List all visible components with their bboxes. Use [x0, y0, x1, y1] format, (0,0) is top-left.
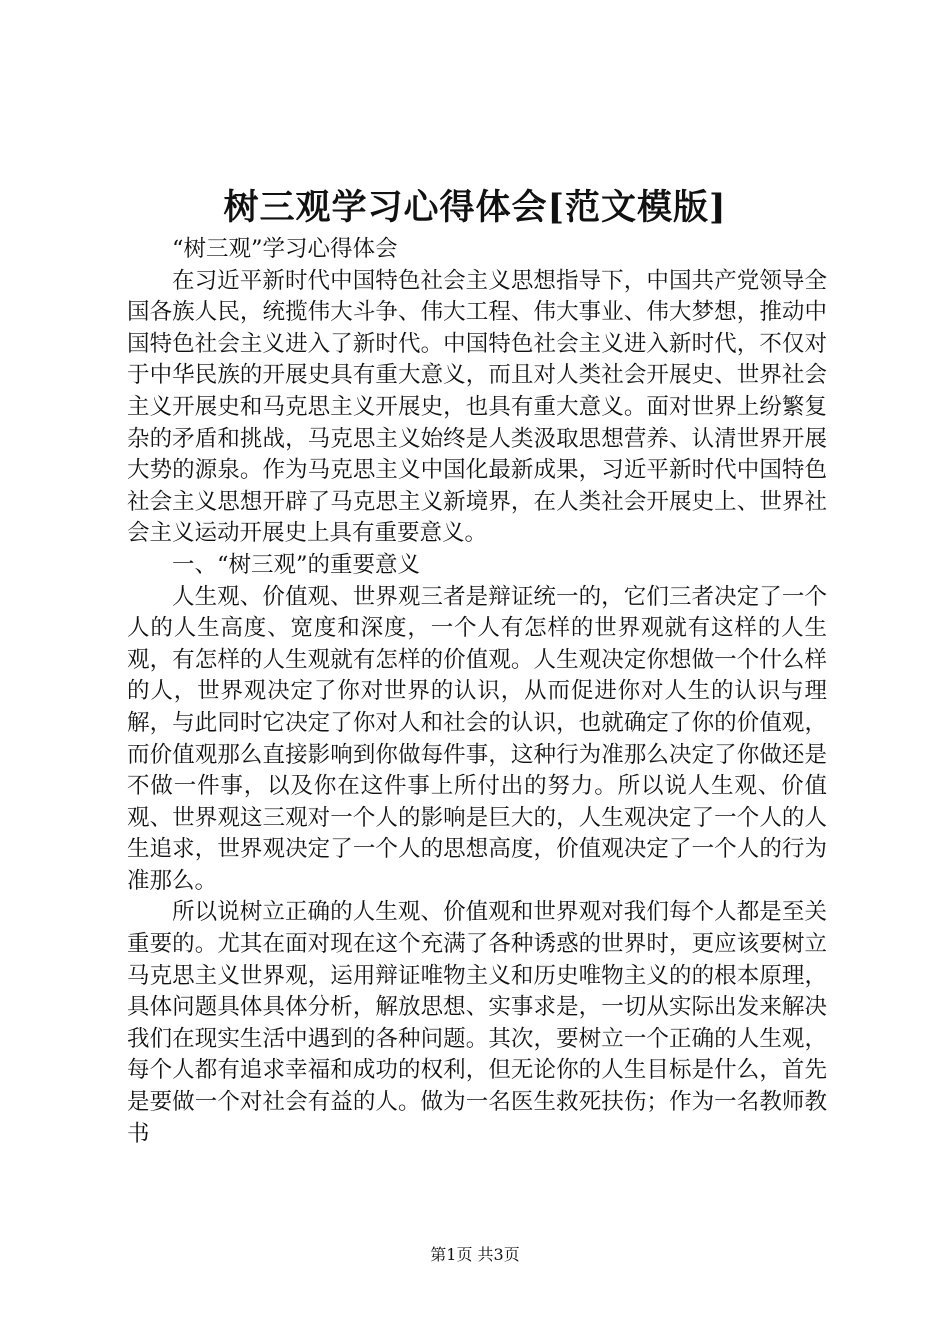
- subtitle-paragraph: “树三观”学习心得体会: [172, 236, 398, 262]
- body-paragraph: 人生观、价值观、世界观三者是辩证统一的，它们三者决定了一个人的人生高度、宽度和深度，一个人有怎样的世界观就有这样的人生观，有怎样的人生观就有怎样的价值观。人生观决定你想做一个什么样的人，世界观决定了你对世界的认识，从而促进你对人生的认识与理解，与此同时它决定了你对人和社会的认识，也就确定了你的价值观，而价值观那么直接影响到你做每件事，这种行为准那么决定了你做还是不做一件事，以及你在这件事上所付出的努力。所以说人生观、价值观、世界观这三观对一个人的影响是巨大的，人生观决定了一个人的人生追求，世界观决定了一个人的思想高度，价值观决定了一个人的行为准那么。: [127, 583, 827, 894]
- body-paragraph: 所以说树立正确的人生观、价值观和世界观对我们每个人都是至关重要的。尤其在面对现在这个充满了各种诱惑的世界时，更应该要树立马克思主义世界观，运用辩证唯物主义和历史唯物主义的的根本原理，具体问题具体具体分析，解放思想、实事求是，一切从实际出发来解决我们在现实生活中遇到的各种问题。其次，要树立一个正确的人生观，每个人都有追求幸福和成功的权利，但无论你的人生目标是什么，首先是要做一个对社会有益的人。做为一名医生救死扶伤；作为一名教师教书: [127, 899, 827, 1147]
- body-paragraph: 在习近平新时代中国特色社会主义思想指导下，中国共产党领导全国各族人民，统揽伟大斗争、伟大工程、伟大事业、伟大梦想，推动中国特色社会主义进入了新时代。中国特色社会主义进入新时代，不仅对于中华民族的开展史具有重大意义，而且对人类社会开展史、世界社会主义开展史和马克思主义开展史，也具有重大意义。面对世界上纷繁复杂的矛盾和挑战，马克思主义始终是人类汲取思想营养、认清世界开展大势的源泉。作为马克思主义中国化最新成果，习近平新时代中国特色社会主义思想开辟了马克思主义新境界，在人类社会开展史上、世界社会主义运动开展史上具有重要意义。: [127, 267, 827, 547]
- page-number-footer: 第1页 共3页: [430, 1245, 520, 1264]
- section-heading: 一、“树三观”的重要意义: [172, 551, 421, 578]
- document-title: 树三观学习心得体会[范文模版]: [223, 187, 727, 228]
- document-body: [127, 234, 827, 1150]
